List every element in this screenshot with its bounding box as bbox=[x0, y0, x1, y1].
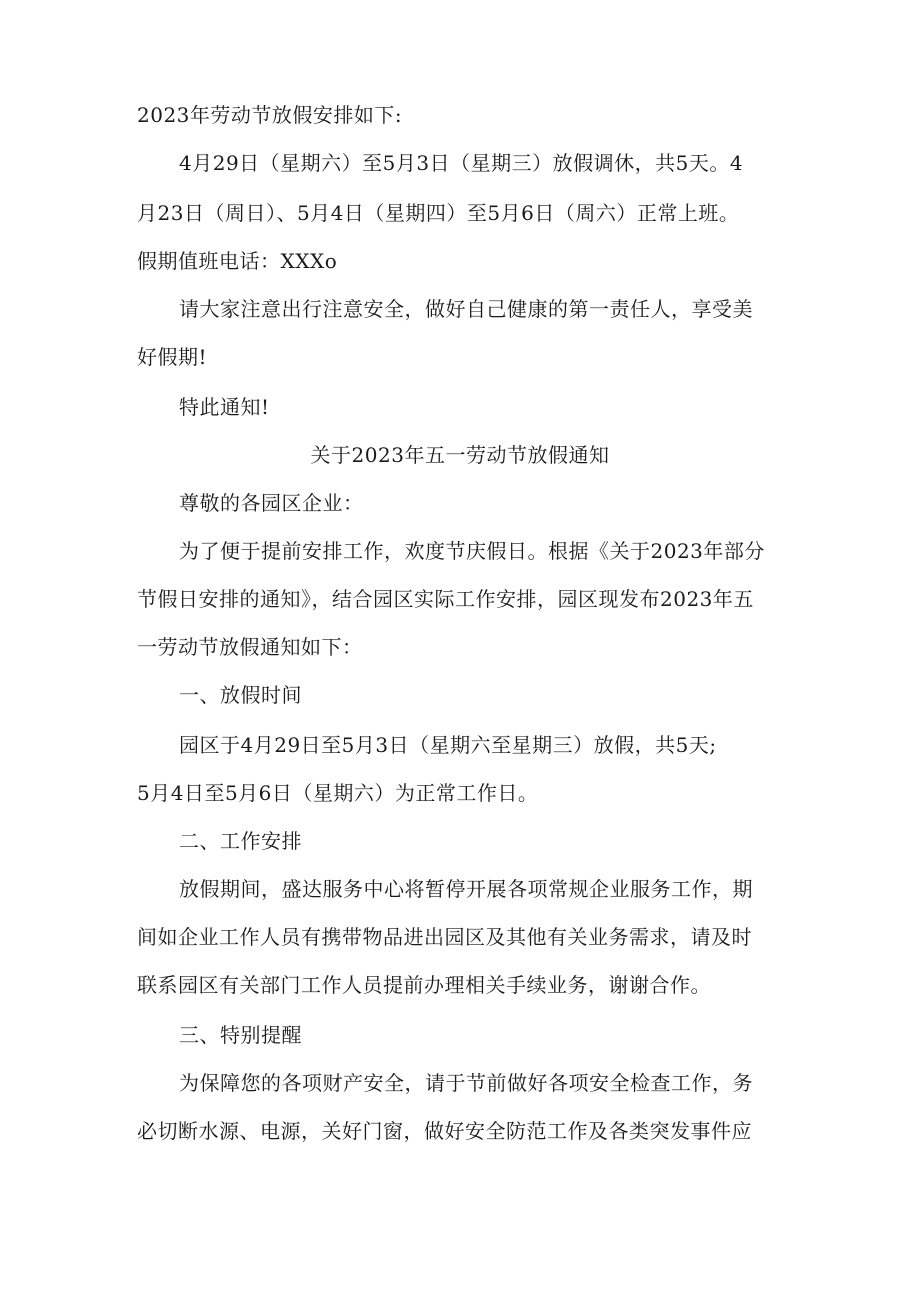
section-heading: 三、特别提醒 bbox=[179, 1023, 302, 1047]
text-line: 好假期! bbox=[137, 345, 208, 369]
notice-title: 关于2023年五一劳动节放假通知 bbox=[310, 443, 610, 467]
text-line: 5月4日至5月6日（星期六）为正常工作日。 bbox=[137, 781, 539, 805]
text-line: 必切断水源、电源，关好门窗，做好安全防范工作及各类突发事件应 bbox=[137, 1119, 752, 1143]
text-line: 间如企业工作人员有携带物品进出园区及其他有关业务需求，请及时 bbox=[137, 925, 752, 949]
text-line: 节假日安排的通知》，结合园区实际工作安排，园区现发布2023年五 bbox=[137, 587, 754, 611]
text-line: 请大家注意出行注意安全，做好自己健康的第一责任人，享受美 bbox=[179, 297, 753, 321]
text-line: 月23日（周日）、5月4日（星期四）至5月6日（周六）正常上班。 bbox=[137, 201, 740, 225]
text-line: 尊敬的各园区企业： bbox=[179, 491, 364, 515]
text-line: 放假期间，盛达服务中心将暂停开展各项常规企业服务工作，期 bbox=[179, 877, 753, 901]
text-line: 2023年劳动节放假安排如下: bbox=[137, 103, 403, 127]
text-line: 假期值班电话：XXXo bbox=[137, 249, 338, 273]
text-line: 为保障您的各项财产安全，请于节前做好各项安全检查工作，务 bbox=[179, 1071, 753, 1095]
text-line: 联系园区有关部门工作人员提前办理相关手续业务，谢谢合作。 bbox=[137, 973, 711, 997]
text-line: 4月29日（星期六）至5月3日（星期三）放假调休，共5天。4 bbox=[179, 151, 744, 175]
text-line: 园区于4月29日至5月3日（星期六至星期三）放假，共5天; bbox=[179, 733, 717, 757]
section-heading: 一、放假时间 bbox=[179, 683, 302, 707]
text-line: 为了便于提前安排工作，欢度节庆假日。根据《关于2023年部分 bbox=[179, 539, 765, 563]
section-heading: 二、工作安排 bbox=[179, 829, 302, 853]
text-line: 特此通知! bbox=[179, 395, 270, 419]
text-line: 一劳动节放假通知如下： bbox=[137, 635, 363, 659]
